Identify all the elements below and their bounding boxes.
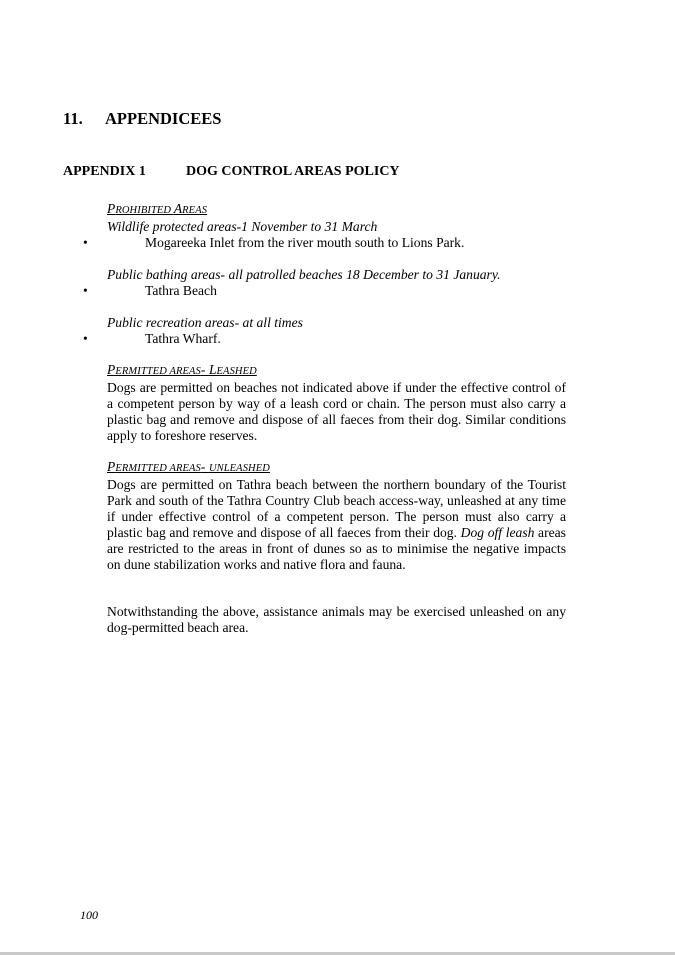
section-number: 11. — [63, 109, 83, 128]
prohibited-areas-heading: PROHIBITED AREAS — [107, 201, 208, 216]
list-item-text: Mogareeka Inlet from the river mouth south to Lions Park. — [145, 235, 465, 250]
policy-body — [83, 201, 566, 636]
page-number: 100 — [80, 908, 98, 922]
section-title: APPENDICEES — [105, 109, 222, 128]
appendix-title: DOG CONTROL AREAS POLICY — [186, 164, 400, 179]
list-item — [83, 331, 566, 347]
assistance-animals-paragraph: Notwithstanding the above, assistance animals may be exercised unleashed on any dog-permitted beach area. — [107, 604, 566, 635]
list-item-text: Tathra Beach — [145, 283, 217, 298]
leashed-paragraph: Dogs are permitted on beaches not indicated above if under the effective control of a competent person by way of a leash cord or chain. The person must also carry a plastic bag and remove and dispose of all faeces from their dog. Similar conditions apply to foreshore reserves. — [107, 380, 566, 443]
unleashed-paragraph: Dogs are permitted on Tathra beach between the northern boundary of the Tourist Park and south of the Tathra Country Club beach access-way, unleashed at any time if under effective control of a competent person. The person must also carry a plastic bag and remove and dispose of all faeces from their dog. Dog off leash areas are restricted to the areas in front of dunes so as to minimise the negative impacts on dune stabilization works and native flora and fauna. — [107, 477, 566, 572]
permitted-unleashed-heading: PERMITTED AREAS- UNLEASHED — [107, 459, 270, 474]
appendix-label: APPENDIX 1 — [63, 164, 146, 179]
list-item — [83, 283, 566, 299]
recreation-areas-title: Public recreation areas- at all times — [107, 315, 303, 330]
bathing-areas-title: Public bathing areas- all patrolled beaches 18 December to 31 January. — [107, 267, 501, 282]
permitted-leashed-heading: PERMITTED AREAS- LEASHED — [107, 362, 257, 377]
wildlife-areas-title: Wildlife protected areas-1 November to 31 March — [107, 219, 378, 234]
dog-off-leash-emphasis: Dog off leash — [460, 525, 535, 540]
appendix-heading — [63, 163, 400, 180]
section-heading — [63, 109, 221, 129]
bullet-icon: • — [83, 283, 88, 298]
bullet-icon: • — [83, 331, 88, 346]
bullet-icon: • — [83, 235, 88, 250]
list-item-text: Tathra Wharf. — [145, 331, 221, 346]
list-item — [83, 235, 566, 251]
